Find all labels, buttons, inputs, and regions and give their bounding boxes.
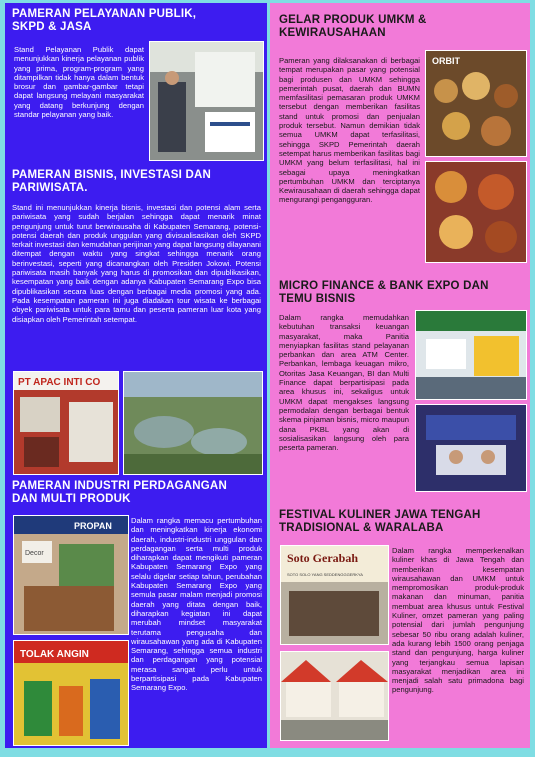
pelayanan-photo xyxy=(149,41,264,161)
umkm-title-line2: KEWIRAUSAHAAN xyxy=(279,27,386,39)
bisnis-title-line1: PAMERAN BISNIS, INVESTASI DAN xyxy=(12,169,211,181)
industri-title xyxy=(12,480,227,506)
industri-photo-tolakangin xyxy=(13,640,129,746)
kuliner-title-line2: TRADISIONAL & WARALABA xyxy=(279,522,444,534)
apac-sign: PT APAC INTI CO xyxy=(18,377,101,388)
industri-photo-propan xyxy=(13,515,129,635)
industri-title-line1: PAMERAN INDUSTRI PERDAGANGAN xyxy=(12,480,227,492)
bisnis-title xyxy=(12,169,211,195)
industri-title-line2: DAN MULTI PRODUK xyxy=(12,493,131,505)
soto-sign: Soto Gerabah xyxy=(287,551,359,565)
pelayanan-title-line1: PAMERAN PELAYANAN PUBLIK, xyxy=(12,8,197,20)
microfinance-title-line2: TEMU BISNIS xyxy=(279,293,356,305)
kuliner-photo-soto xyxy=(280,545,389,645)
microfinance-body: Dalam rangka memudahkan kebutuhan transaksi keuangan masyarakat, maka Panitia menyiapkan fasilitas stand pelayanan perbankan dan area ATM Center. Perbankan, lembaga keuagan mikro, Otoritas Jasa Keuangan, BI dan Multi Finance dapat berpartisipasi pada area khusus ini, sekaligus untuk UMKM dapat mengakses langsung permodalan dengan berbagai bentuk skema pinjaman bisnis, micro maupun dana PKBL yang akan di sosialisasikan langsung oleh para peserta pameran. xyxy=(279,313,409,453)
kuliner-title xyxy=(279,509,481,535)
microfinance-title-line1: MICRO FINANCE & BANK EXPO DAN xyxy=(279,280,489,292)
bisnis-body: Stand ini menunjukkan kinerja bisnis, investasi dan potensi alam serta pariwisata yang sudah berjalan sehingga dapat menarik minat pengunjung untuk turut berwirausaha di Kabupaten Semarang, potensi-potensi daerah dan produk unggulan yang divisualisasikan oleh SKPD terkait investasi dan kemudahan perijinan yang dapat langsung dilayanani ditempat dengan waktu yang singkat sehingga menarik orang berinvestasi, seperti yang dicanangkan oleh Presiden Jokowi. Potensi pariwisata masih banyak yang harus di promosikan dan dipublikasikan, kesempatan yang baik dengan adanya Kabupaten Semarang Expo bisa dipublikasikan secara luas dengan berbagai media promosi yang ada. Pada kesempatan pameran ini juga diadakan tour wisata ke berbagai obyek pariwisata untuk para tamu dan peserta pameran luar kota yang disiapkan oleh Pemerintah setempat. xyxy=(12,203,261,324)
umkm-photo-snacks xyxy=(425,161,527,263)
pelayanan-title xyxy=(12,8,196,34)
soto-subtitle: SOTO SOLO YANG SEDDENGGGERKYA xyxy=(287,572,363,577)
microfinance-title xyxy=(279,280,489,306)
microfinance-photo-stand xyxy=(415,404,527,492)
microfinance-photo-bank xyxy=(415,310,527,400)
kuliner-body: Dalam rangka memperkenalkan kuliner khas di Jawa Tengah dan memberikan kesempatan wirausahawan dan UMKM untuk mempromosikan produk-produk makanan dan minuman, panitia membuat area khusus untuk Festival Kuliner, omzet pameran yang paling potensial dari jumlah pengunjung sebesar 50 ribu orang adalah kuliner, ada kurang lebih 1500 orang penjaga stand dan pengunjung, harga kuliner yang terjangkau semua lapisan masyarakat menjadikan area ini menjadi salah satu primadona bagi pengunjung. xyxy=(392,546,524,695)
kuliner-title-line1: FESTIVAL KULINER JAWA TENGAH xyxy=(279,509,481,521)
propan-sign: PROPAN xyxy=(74,521,112,531)
tolak-angin-sign: TOLAK ANGIN xyxy=(20,649,89,660)
bisnis-title-line2: PARIWISATA. xyxy=(12,182,88,194)
pelayanan-body: Stand Pelayanan Publik dapat menunjukkan kinerja pelayanan publik yang prima, program-program yang ditampilkan tidak hanya dalam bentuk brosur dan gambar-gambar tetapi dapat langsung melayani masyarakat yang datang berkunjung dengan standar pelayanan yang baik. xyxy=(14,45,144,120)
umkm-title xyxy=(279,14,427,40)
right-column xyxy=(270,3,530,748)
orbit-sign: ORBIT xyxy=(432,56,460,66)
umkm-title-line1: GELAR PRODUK UMKM & xyxy=(279,14,427,26)
industri-body: Dalam rangka memacu pertumbuhan dan meningkatkan kinerja ekonomi daerah, industri-industri unggulan dan perdagangan serta multi produk diharapkan dapat mengikuti pameran Kabupaten Semarang Expo yang selalu digelar setiap tahun, perubahan Kabupaten Semarang Expo yang semula pasar malam menjadi promosi daerah yang ditata dengan baik, diharapkan kegiatan ini dapat merubah mindset masyarakat terutama pengusaha dan wirausahawan yang ada di Kabupaten Semarang, sehingga semua industri dan perdagangan yang potensial merasa sangat perlu untuk berpartisipasi pada Kabupaten Semarang Expo. xyxy=(131,516,262,693)
bisnis-photo-scenery xyxy=(123,371,263,475)
pelayanan-title-line2: SKPD & JASA xyxy=(12,21,92,33)
left-column xyxy=(5,3,267,748)
bisnis-photo-apac xyxy=(13,371,119,475)
umkm-body: Pameran yang dilaksanakan di berbagai tempat merupakan pasar yang potensial bagi produsen dan UMKM sehingga pemerintah pusat, daerah dan BUMN memfasilitasi pemasaran produk UMKM tersebut dengan memberikan fasilitas stand untuk promosi dan penjualan produk tersebut. Namun demikian tidak semua UMKM dapat terfasilitasi, sehingga SKPD Pemerintah daerah setempat harus memberikan fasilitas bagi UMKM yang belum terfasilitasi, hal ini sebagai upaya meningkatkan pertumbuhan UMKM dan terciptanya Kewirausahaan di daerah sehingga dapat mengurangi pengangguran. xyxy=(279,56,420,205)
umkm-photo-food xyxy=(425,50,527,157)
decor-sign: Decor xyxy=(25,550,44,557)
kuliner-photo-tents xyxy=(280,651,389,741)
